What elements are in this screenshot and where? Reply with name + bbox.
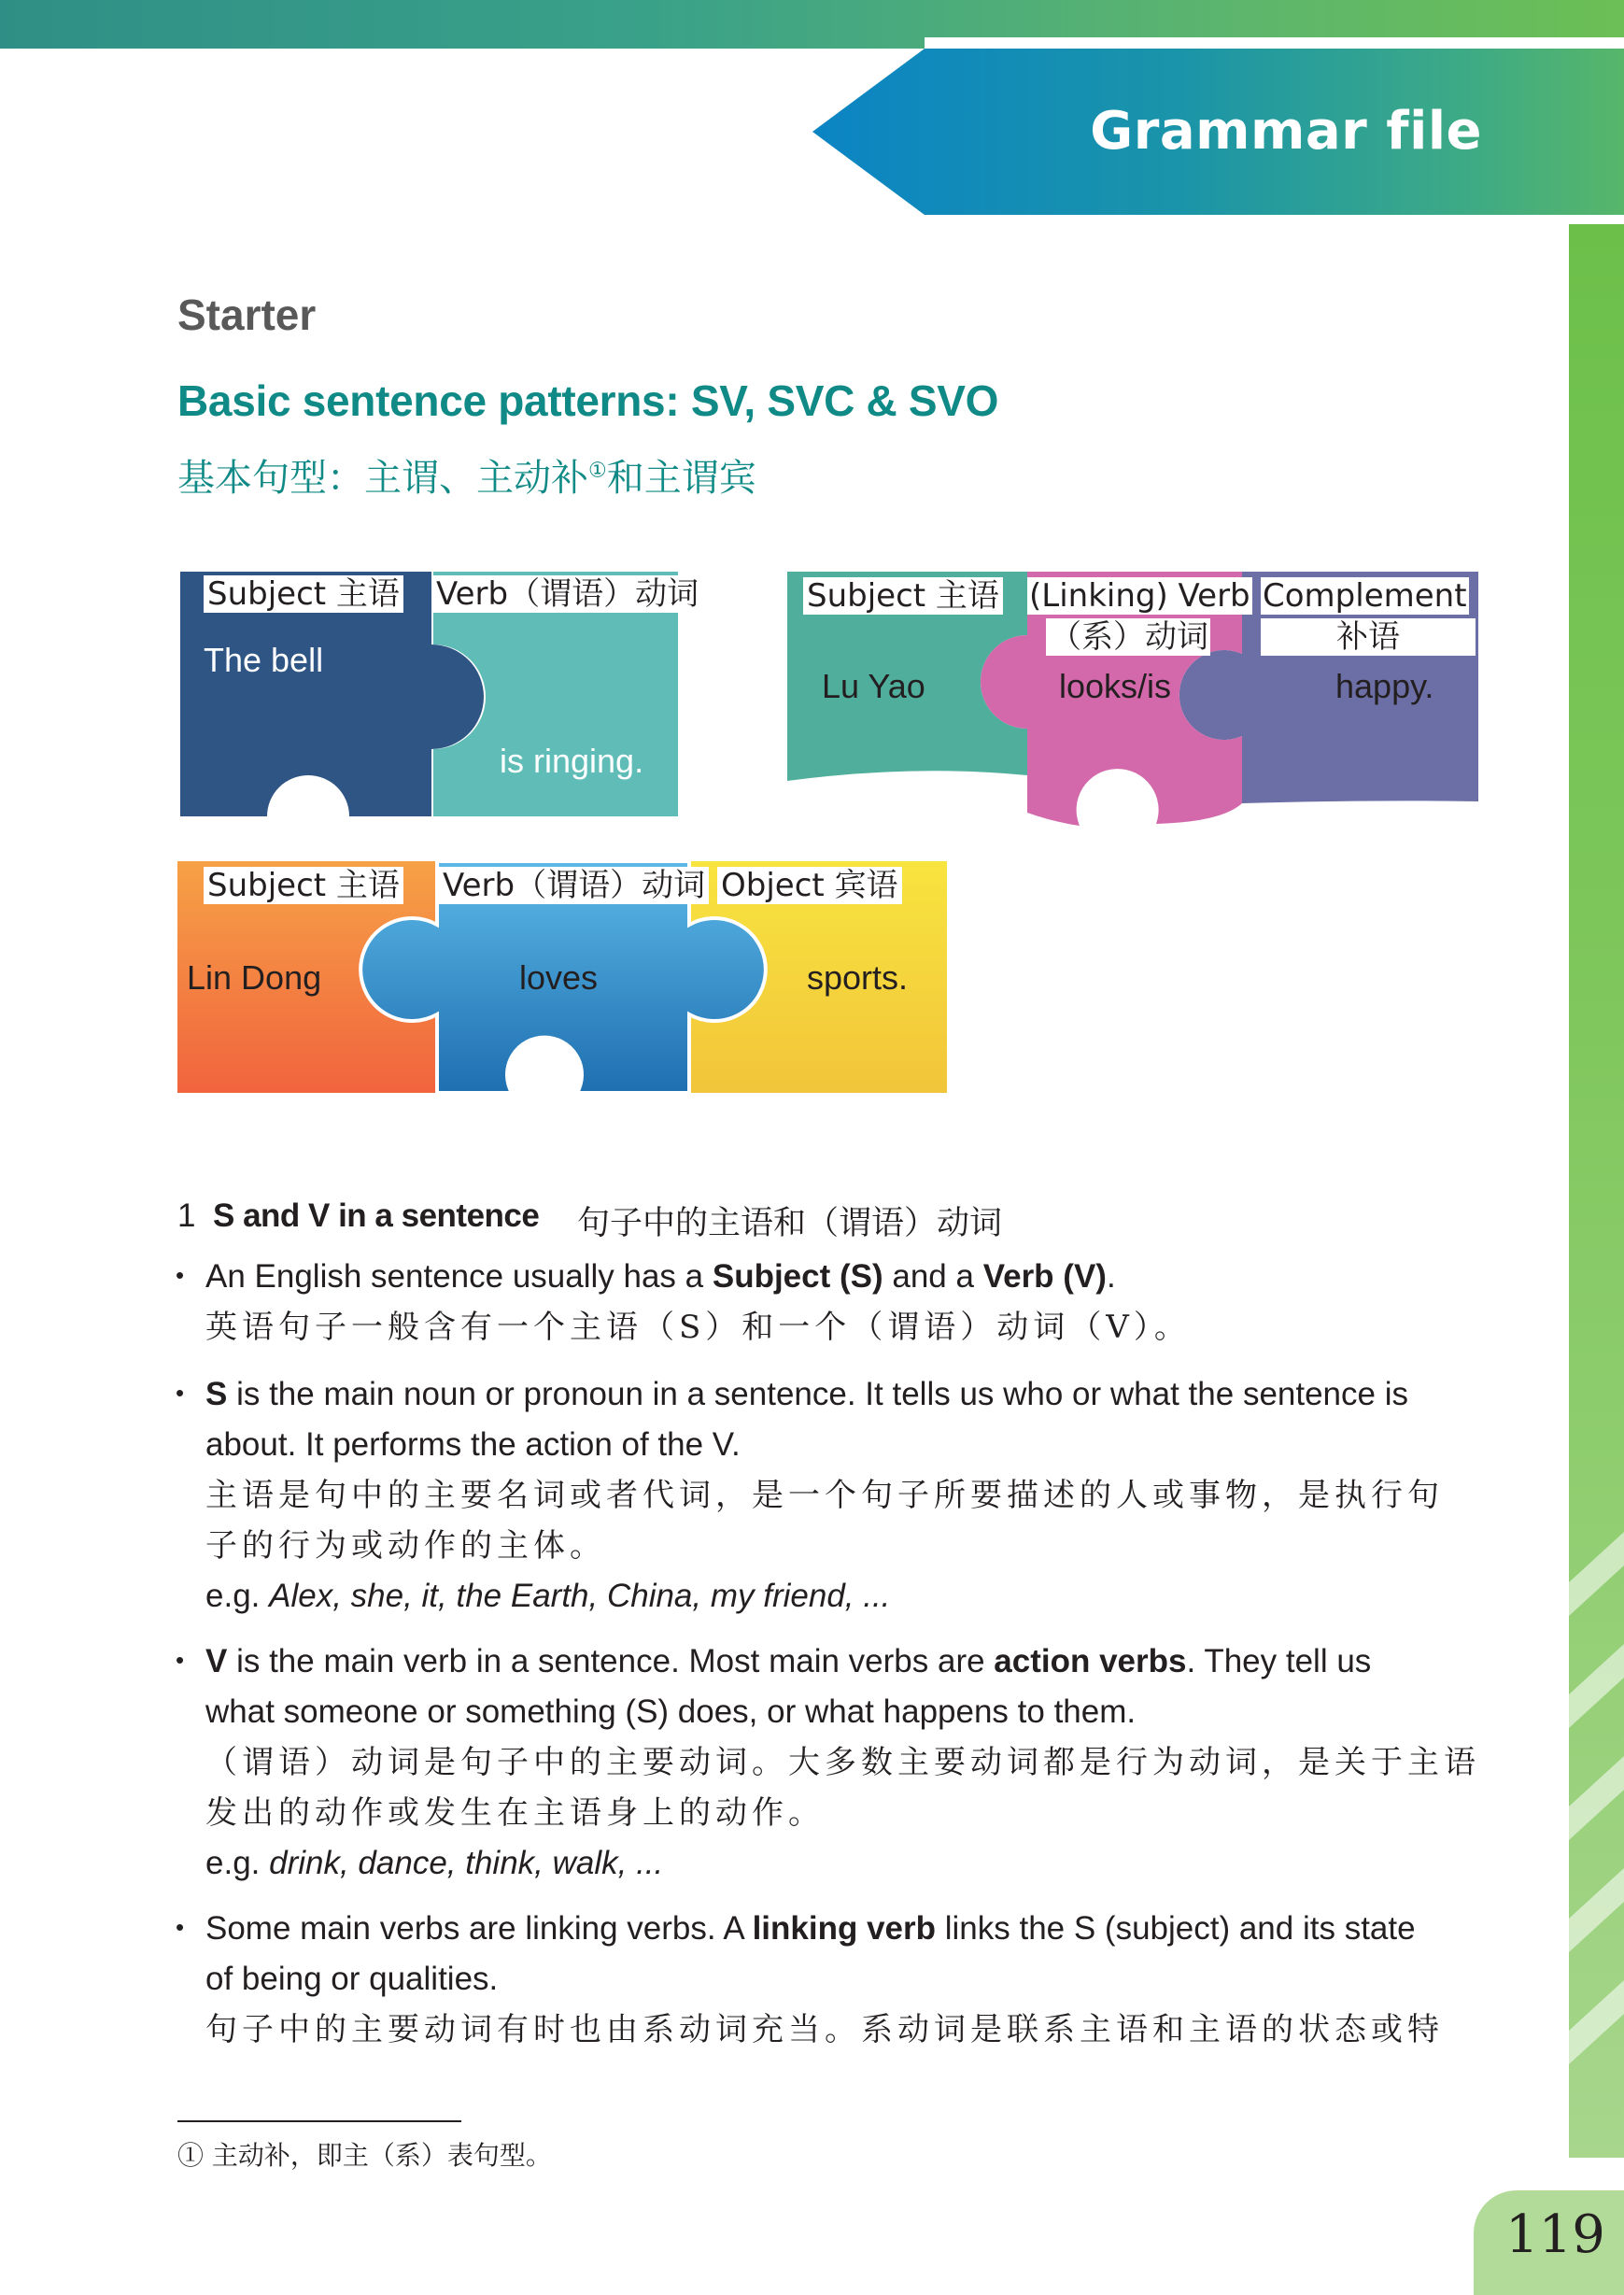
bullet-item-2 bbox=[205, 1369, 1494, 1622]
bullet-marker: • bbox=[176, 1913, 185, 1941]
side-stripe bbox=[1569, 224, 1624, 2158]
object-word: sports. bbox=[807, 958, 909, 997]
label-complement-zh: 补语 bbox=[1261, 618, 1476, 656]
bullet-marker: • bbox=[176, 1646, 185, 1674]
section-title: S and V in a sentence bbox=[213, 1197, 540, 1234]
section-title-zh: 句子中的主语和（谓语）动词 bbox=[577, 1205, 1003, 1242]
label-subject: Subject 主语 bbox=[204, 575, 403, 613]
bullet-3-example: e.g. drink, dance, think, walk, ... bbox=[205, 1845, 664, 1881]
section-number: 1 bbox=[177, 1197, 196, 1234]
bullet-marker: • bbox=[176, 1379, 185, 1407]
subject-word: The bell bbox=[204, 641, 324, 679]
band-notch bbox=[925, 37, 1624, 49]
label-subject: Subject 主语 bbox=[204, 867, 403, 904]
bullet-2-en-line1: S is the main noun or pronoun in a sentence. It tells us who or what the sentence is bbox=[205, 1376, 1408, 1412]
subject-word: Lin Dong bbox=[187, 958, 322, 997]
banner-title: Grammar file bbox=[1090, 101, 1482, 162]
puzzle-svo bbox=[176, 859, 949, 1097]
bullet-3-zh-line1: （谓语）动词是句子中的主要动词。大多数主要动词都是行为动词，是关于主语 bbox=[205, 1744, 1480, 1781]
label-linking-verb: (Linking) Verb bbox=[1029, 577, 1250, 615]
label-linking-verb-zh: （系）动词 bbox=[1046, 618, 1210, 656]
puzzle-sv bbox=[177, 568, 699, 816]
label-complement: Complement bbox=[1263, 577, 1467, 615]
label-verb: Verb（谓语）动词 bbox=[439, 867, 709, 904]
section-heading-zh: 基本句型：主谓、主动补①和主谓宾 bbox=[177, 457, 756, 500]
verb-word: is ringing. bbox=[500, 742, 644, 780]
bullet-item-1 bbox=[205, 1252, 1494, 1353]
footnote: ① 主动补，即主（系）表句型。 bbox=[177, 2140, 552, 2171]
footnote-marker: ① bbox=[588, 459, 607, 483]
bullet-1-zh: 英语句子一般含有一个主语（S）和一个（谓语）动词（V）。 bbox=[205, 1309, 1191, 1346]
label-object: Object 宾语 bbox=[717, 867, 902, 904]
label-verb: Verb（谓语）动词 bbox=[432, 575, 702, 613]
bullet-3-en-line1: V is the main verb in a sentence. Most main verbs are action verbs. They tell us bbox=[205, 1643, 1372, 1679]
verb-word: loves bbox=[519, 958, 599, 997]
footnote-rule bbox=[177, 2120, 461, 2122]
bullet-4-en-line2: of being or qualities. bbox=[205, 1961, 499, 1997]
puzzle-svc bbox=[783, 568, 1485, 829]
bullet-2-zh-line1: 主语是句中的主要名词或者代词，是一个句子所要描述的人或事物，是执行句 bbox=[205, 1477, 1444, 1514]
verb-word: looks/is bbox=[1059, 667, 1172, 705]
bullet-item-4 bbox=[205, 1904, 1494, 2055]
page-number: 119 bbox=[1505, 2204, 1605, 2265]
bullet-marker: • bbox=[176, 1261, 185, 1289]
bullet-4-en-line1: Some main verbs are linking verbs. A linking verb links the S (subject) and its state bbox=[205, 1910, 1416, 1947]
bullet-2-en-line2: about. It performs the action of the V. bbox=[205, 1426, 741, 1463]
starter-heading: Starter bbox=[177, 290, 317, 339]
bullet-3-zh-line2: 发出的动作或发生在主语身上的动作。 bbox=[205, 1794, 825, 1832]
complement-word: happy. bbox=[1335, 667, 1434, 705]
bullet-1-en: An English sentence usually has a Subject (S) and a Verb (V). bbox=[205, 1258, 1116, 1295]
label-subject: Subject 主语 bbox=[803, 577, 1003, 615]
bullet-2-zh-line2: 子的行为或动作的主体。 bbox=[205, 1527, 606, 1565]
section-heading-en: Basic sentence patterns: SV, SVC & SVO bbox=[177, 376, 999, 425]
subject-word: Lu Yao bbox=[822, 667, 925, 705]
bullet-item-3 bbox=[205, 1636, 1494, 1889]
bullet-4-zh-line1: 句子中的主要动词有时也由系动词充当。系动词是联系主语和主语的状态或特 bbox=[205, 2011, 1444, 2048]
bullet-3-en-line2: what someone or something (S) does, or what happens to them. bbox=[205, 1693, 1137, 1730]
bullet-2-example: e.g. Alex, she, it, the Earth, China, my friend, ... bbox=[205, 1578, 891, 1614]
